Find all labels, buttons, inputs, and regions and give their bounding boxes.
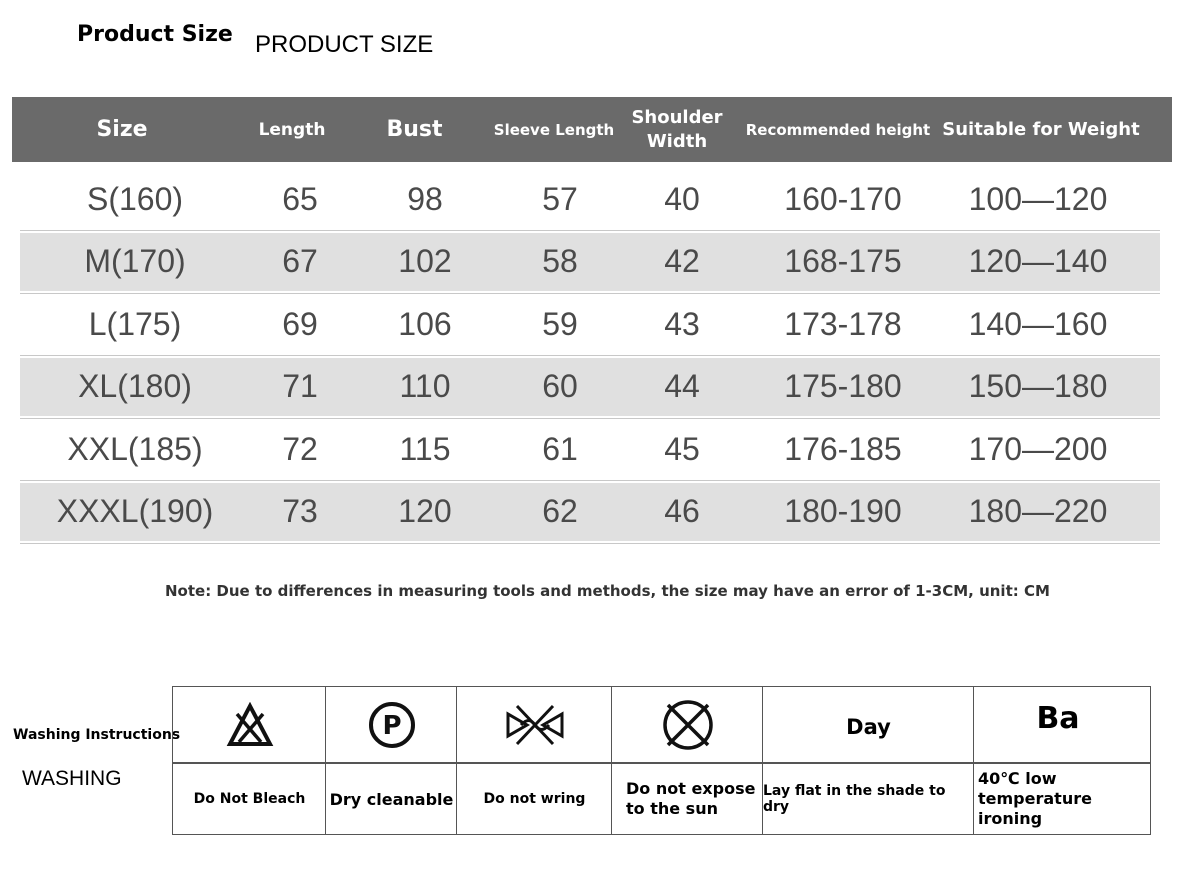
cell-sleeve-length: 60 [542,368,578,405]
cell-recommended-height: 173-178 [784,305,902,342]
cell-shoulder-width: 40 [664,180,700,217]
no-bleach-icon [226,702,274,748]
cell-length: 72 [282,430,318,467]
page-subtitle: PRODUCT SIZE [255,31,434,58]
cell-shoulder-width: 44 [664,368,700,405]
table-row [20,420,1160,478]
size-table-body [20,170,1160,546]
cell-size: XXXL(190) [56,493,214,530]
cell-bust: 115 [399,430,451,467]
column-header-bust: Bust [386,116,443,142]
dry-clean-icon [367,701,417,749]
washing-text: 40℃ low temperature ironing [978,769,1092,828]
ba-icon-label: Ba [1036,701,1080,736]
washing-label: Washing Instructions [13,727,181,743]
cell-bust: 110 [399,368,451,405]
table-row [20,233,1160,291]
washing-item-dry-clean [325,687,457,834]
cell-suitable-weight: 140—160 [968,305,1108,342]
cell-length: 65 [282,180,318,217]
washing-text: Do not expose to the sun [626,779,756,818]
cell-suitable-weight: 180—220 [968,493,1108,530]
column-header-shoulder-width: Shoulder Width [631,106,723,152]
cell-length: 71 [282,368,318,405]
cell-size: XL(180) [78,368,192,405]
page-title: Product Size [77,22,233,47]
no-sun-icon [660,698,716,752]
cell-size: L(175) [88,305,182,342]
table-row [20,295,1160,353]
cell-length: 73 [282,493,318,530]
column-header-recommended-height: Recommended height [745,120,931,139]
cell-sleeve-length: 59 [542,305,578,342]
cell-bust: 98 [407,180,443,217]
cell-bust: 102 [398,243,452,280]
cell-bust: 106 [398,305,452,342]
cell-length: 69 [282,305,318,342]
table-row [20,358,1160,416]
washing-text: Do Not Bleach [193,791,306,807]
cell-recommended-height: 160-170 [784,180,902,217]
cell-sleeve-length: 57 [542,180,578,217]
day-icon-label: Day [846,714,891,739]
washing-item-lay-flat [762,687,974,834]
cell-suitable-weight: 150—180 [968,368,1108,405]
cell-suitable-weight: 100—120 [968,180,1108,217]
cell-shoulder-width: 43 [664,305,700,342]
washing-text: Do not wring [483,791,586,807]
no-wring-icon [505,700,565,750]
column-header-size: Size [96,116,148,142]
cell-sleeve-length: 61 [542,430,578,467]
cell-suitable-weight: 120—140 [968,243,1108,280]
size-table-header [12,97,1172,162]
cell-size: XXL(185) [67,430,203,467]
cell-sleeve-length: 58 [542,243,578,280]
cell-suitable-weight: 170—200 [968,430,1108,467]
cell-recommended-height: 180-190 [784,493,902,530]
cell-sleeve-length: 62 [542,493,578,530]
cell-length: 67 [282,243,318,280]
cell-shoulder-width: 46 [664,493,700,530]
cell-recommended-height: 168-175 [784,243,902,280]
washing-item-no-wring [456,687,612,834]
cell-size: M(170) [84,243,186,280]
cell-shoulder-width: 42 [664,243,700,280]
washing-table [172,686,1151,835]
table-row [20,483,1160,541]
washing-text: Lay flat in the shade to dry [763,783,946,815]
washing-item-no-bleach [172,687,326,834]
table-row [20,170,1160,228]
cell-size: S(160) [86,180,184,217]
cell-bust: 120 [398,493,452,530]
svg-text:P: P [381,710,402,741]
washing-item-ironing [973,687,1151,834]
cell-recommended-height: 176-185 [784,430,902,467]
washing-item-no-sun [611,687,763,834]
cell-shoulder-width: 45 [664,430,700,467]
column-header-sleeve-length: Sleeve Length [493,120,615,139]
cell-recommended-height: 175-180 [784,368,902,405]
washing-label-caps: WASHING [22,767,122,790]
washing-text: Dry cleanable [329,789,454,809]
size-note: Note: Due to differences in measuring tools and methods, the size may have an error of 1-3CM, unit: CM [165,582,1050,600]
column-header-length: Length [258,119,326,140]
column-header-suitable-weight: Suitable for Weight [942,118,1140,140]
